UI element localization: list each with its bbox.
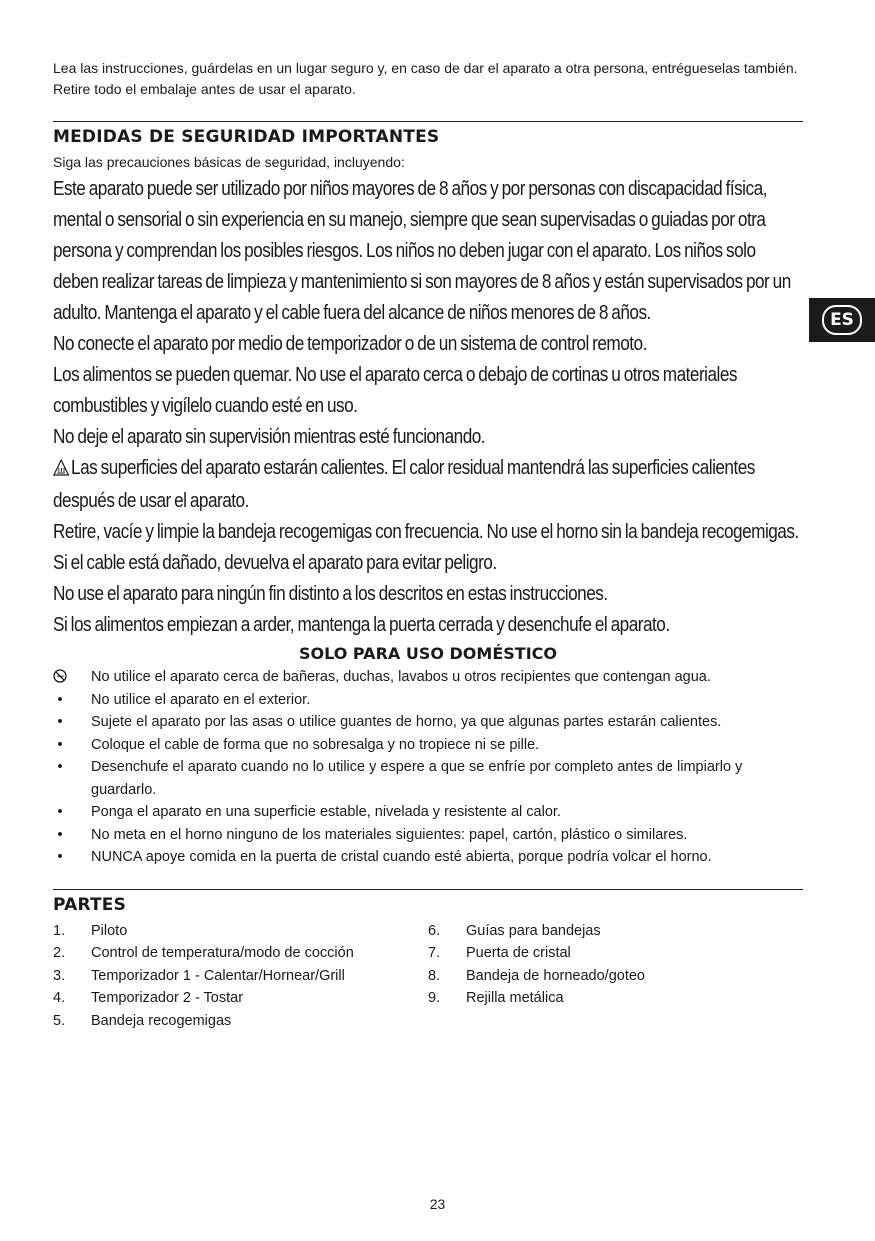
- part-item: 4. Temporizador 2 - Tostar: [53, 990, 244, 1006]
- parts-title: PARTES: [53, 894, 127, 915]
- part-item: 3. Temporizador 1 - Calentar/Hornear/Grill: [53, 967, 345, 984]
- bullet-icon: •: [57, 714, 63, 730]
- list-item: • No utilice el aparato en el exterior.: [53, 689, 803, 712]
- part-item: 8. Bandeja de horneado/goteo: [428, 967, 645, 984]
- list-item: • NUNCA apoye comida en la puerta de cristal cuando esté abierta, porque podría volcar el horno.: [53, 846, 803, 869]
- intro-text: Lea las instrucciones, guárdelas en un lugar seguro y, en caso de dar el aparato a otra persona, entrégueselas también. Retire todo el embalaje antes de usar el aparato.: [53, 60, 798, 97]
- safety-paragraph: Retire, vacíe y limpie la bandeja recogemigas con frecuencia. No use el horno sin la bandeja recogemigas.: [53, 521, 799, 543]
- safety-paragraph: Los alimentos se pueden quemar. No use el aparato cerca o debajo de cortinas u otros materiales combustibles y vigílelo cuando esté en uso.: [53, 364, 737, 417]
- language-tab: [809, 298, 875, 342]
- list-item: • Coloque el cable de forma que no sobresalga y no tropiece ni se pille.: [53, 734, 803, 757]
- safety-paragraph: Si los alimentos empiezan a arder, mantenga la puerta cerrada y desenchufe el aparato.: [53, 614, 670, 636]
- part-item: 2. Control de temperatura/modo de cocción: [53, 945, 354, 961]
- no-water-icon: [53, 666, 67, 689]
- parts-list: [53, 920, 803, 1033]
- safety-paragraph: Si el cable está dañado, devuelva el aparato para evitar peligro.: [53, 552, 497, 574]
- list-item: • Desenchufe el aparato cuando no lo utilice y espere a que se enfríe por completo antes de limpiarlo y guardarlo.: [53, 756, 803, 801]
- safety-paragraph: No use el aparato para ningún fin distinto a los descritos en estas instrucciones.: [53, 583, 608, 605]
- safety-subtitle: Siga las precauciones básicas de seguridad, incluyendo:: [53, 154, 405, 170]
- section-divider: [53, 121, 803, 122]
- part-item: 7. Puerta de cristal: [428, 945, 571, 961]
- safety-paragraphs: [53, 174, 803, 641]
- page-number: 23: [429, 1196, 446, 1212]
- bullet-icon: •: [57, 691, 63, 708]
- safety-paragraph-hot-surface: Las superficies del aparato estarán calientes. El calor residual mantendrá las superficies calientes después de usar el aparato.: [53, 457, 755, 512]
- bullet-icon: •: [57, 759, 63, 775]
- list-item: • Sujete el aparato por las asas o utilice guantes de horno, ya que algunas partes estarán calientes.: [53, 711, 803, 734]
- part-item: 1. Piloto: [53, 922, 128, 939]
- safety-bullet-list: [53, 666, 803, 869]
- part-item: 6. Guías para bandejas: [428, 922, 601, 939]
- part-item: 9. Rejilla metálica: [428, 990, 564, 1006]
- language-badge: ES: [822, 305, 862, 335]
- list-item: No utilice el aparato cerca de bañeras, duchas, lavabos u otros recipientes que contengan agua.: [53, 666, 803, 689]
- section-divider: [53, 889, 803, 890]
- hot-surface-warning-icon: [53, 455, 69, 486]
- parts-column-right: [428, 920, 803, 1033]
- bullet-icon: •: [57, 849, 63, 865]
- parts-column-left: [53, 920, 428, 1033]
- safety-title: MEDIDAS DE SEGURIDAD IMPORTANTES: [53, 127, 440, 147]
- bullet-icon: •: [57, 826, 63, 843]
- domestic-use-title: SOLO PARA USO DOMÉSTICO: [299, 644, 557, 663]
- part-item: 5. Bandeja recogemigas: [53, 1012, 232, 1029]
- list-item: • No meta en el horno ninguno de los materiales siguientes: papel, cartón, plástico o similares.: [53, 824, 803, 847]
- list-item: • Ponga el aparato en una superficie estable, nivelada y resistente al calor.: [53, 801, 803, 824]
- bullet-icon: •: [57, 736, 63, 753]
- safety-paragraph: No conecte el aparato por medio de temporizador o de un sistema de control remoto.: [53, 333, 647, 355]
- safety-paragraph: Este aparato puede ser utilizado por niños mayores de 8 años y por personas con discapacidad física, mental o sensorial o sin experiencia en su manejo, siempre que sean supervisadas o guiadas por otra persona y comprendan los posibles riesgos. Los niños no deben jugar con el aparato. Los niños solo deben realizar tareas de limpieza y mantenimiento si son mayores de 8 años y están supervisados por un adulto. Mantenga el aparato y el cable fuera del alcance de niños menores de 8 años.: [53, 178, 791, 324]
- safety-paragraph: No deje el aparato sin supervisión mientras esté funcionando.: [53, 426, 486, 448]
- bullet-icon: •: [57, 804, 63, 820]
- manual-page: [53, 58, 803, 1032]
